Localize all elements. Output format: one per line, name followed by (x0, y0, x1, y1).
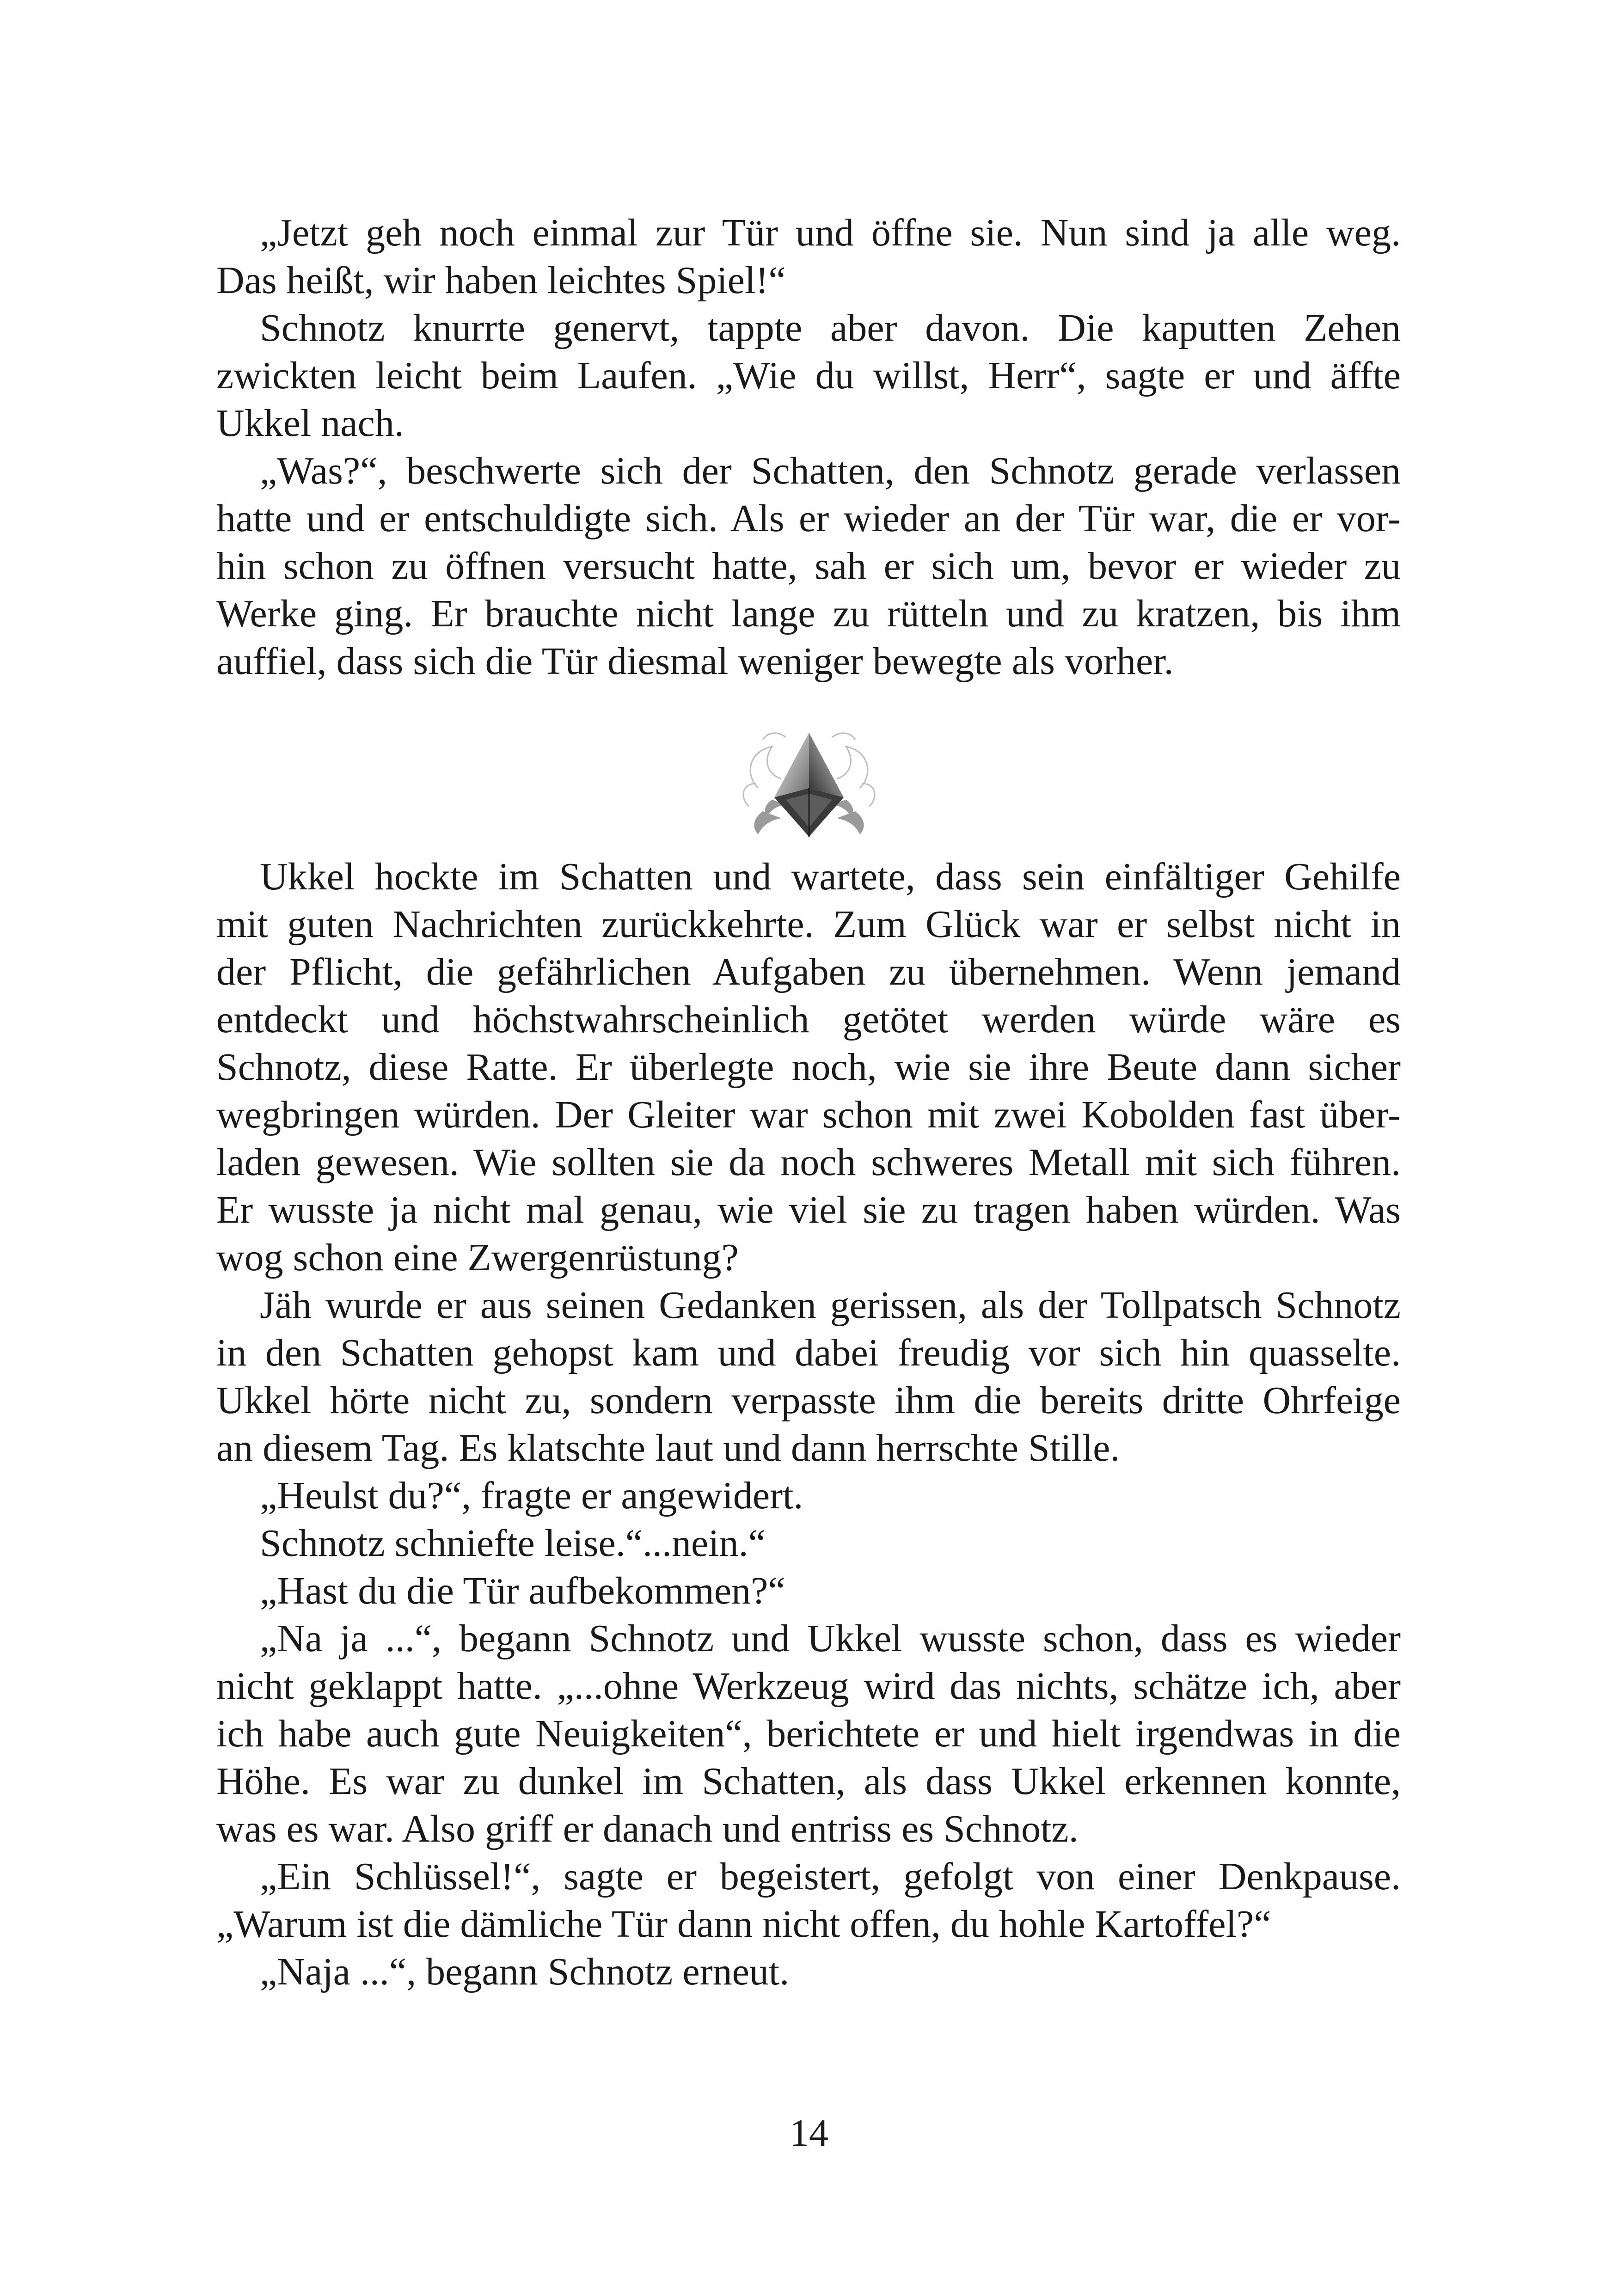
text-line: der Pflicht, die gefährlichen Aufgaben zu übernehmen. Wenn jemand (216, 950, 1401, 993)
text-section-one (216, 209, 1401, 685)
text-line: Werke ging. Er brauchte nicht lange zu rütteln und zu kratzen, bis ihm (216, 592, 1401, 635)
text-line: „Na ja ...“, begann Schnotz und Ukkel wusste schon, dass es wieder (260, 1617, 1401, 1660)
text-line: in den Schatten gehopst kam und dabei freudig vor sich hin quasselte. (216, 1331, 1401, 1374)
paragraph (216, 1948, 1401, 1996)
paragraph (216, 209, 1401, 304)
paragraph (216, 304, 1401, 447)
text-line: laden gewesen. Wie sollten sie da noch schweres Metall mit sich führen. (216, 1141, 1401, 1184)
text-line: Ukkel hörte nicht zu, sondern verpasste ihm die bereits dritte Ohrfeige (216, 1379, 1401, 1422)
text-line: „Jetzt geh noch einmal zur Tür und öffne sie. Nun sind ja alle weg. (260, 211, 1401, 254)
text-line: „Ein Schlüssel!“, sagte er begeistert, gefolgt von einer Denkpause. (260, 1855, 1401, 1898)
paragraph (216, 1615, 1401, 1853)
text-line: „Hast du die Tür aufbekommen?“ (260, 1569, 785, 1612)
paragraph (216, 1519, 1401, 1567)
text-line: Ukkel hockte im Schatten und wartete, dass sein einfältiger Gehilfe (260, 855, 1401, 898)
text-line: zwickten leicht beim Laufen. „Wie du willst, Herr“, sagte er und äffte (216, 354, 1401, 397)
text-line: wog schon eine Zwergenrüstung? (216, 1236, 739, 1279)
paragraph (216, 853, 1401, 1281)
paragraph (216, 1281, 1401, 1472)
text-line: Er wusste ja nicht mal genau, wie viel sie zu tragen haben würden. Was (216, 1188, 1401, 1231)
text-line: an diesem Tag. Es klatschte laut und dann herrschte Stille. (216, 1427, 1120, 1469)
page-number: 14 (790, 2112, 828, 2155)
diamond-crest-ornament-icon (730, 719, 888, 848)
text-line: Schnotz schniefte leise.“...nein.“ (260, 1522, 766, 1565)
text-line: „Warum ist die dämliche Tür dann nicht offen, du hohle Kartoffel?“ (216, 1903, 1271, 1946)
text-line: ich habe auch gute Neuigkeiten“, berichtete er und hielt irgendwas in die (216, 1712, 1401, 1755)
paragraph (216, 447, 1401, 685)
text-line: auffiel, dass sich die Tür diesmal weniger bewegte als vorher. (216, 640, 1174, 683)
text-line: Schnotz, diese Ratte. Er überlegte noch, wie sie ihre Beute dann sicher (216, 1046, 1401, 1089)
text-line: Ukkel nach. (216, 402, 404, 445)
text-line: Schnotz knurrte genervt, tappte aber davon. Die kaputten Zehen (260, 306, 1401, 349)
text-line: „Heulst du?“, fragte er angewidert. (260, 1474, 803, 1517)
text-line: wegbringen würden. Der Gleiter war schon mit zwei Kobolden fast über- (216, 1093, 1401, 1136)
text-line: hatte und er entschuldigte sich. Als er wieder an der Tür war, die er vor- (216, 497, 1401, 540)
text-line: Jäh wurde er aus seinen Gedanken gerissen, als der Tollpatsch Schnotz (260, 1284, 1401, 1327)
text-line: mit guten Nachrichten zurückkehrte. Zum Glück war er selbst nicht in (216, 903, 1401, 946)
text-line: hin schon zu öffnen versucht hatte, sah er sich um, bevor er wieder zu (216, 545, 1401, 588)
paragraph (216, 1853, 1401, 1948)
text-line: was es war. Also griff er danach und entriss es Schnotz. (216, 1807, 1079, 1850)
text-line: nicht geklappt hatte. „...ohne Werkzeug wird das nichts, schätze ich, aber (216, 1665, 1401, 1708)
text-line: „Naja ...“, begann Schnotz erneut. (260, 1950, 790, 1993)
text-section-two (216, 853, 1401, 1996)
text-line: entdeckt und höchstwahrscheinlich getötet werden würde wäre es (216, 998, 1401, 1041)
paragraph (216, 1567, 1401, 1615)
text-line: „Was?“, beschwerte sich der Schatten, den Schnotz gerade verlassen (260, 449, 1401, 492)
text-line: Das heißt, wir haben leichtes Spiel!“ (216, 259, 786, 302)
paragraph (216, 1472, 1401, 1519)
text-line: Höhe. Es war zu dunkel im Schatten, als dass Ukkel erkennen konnte, (216, 1760, 1401, 1803)
